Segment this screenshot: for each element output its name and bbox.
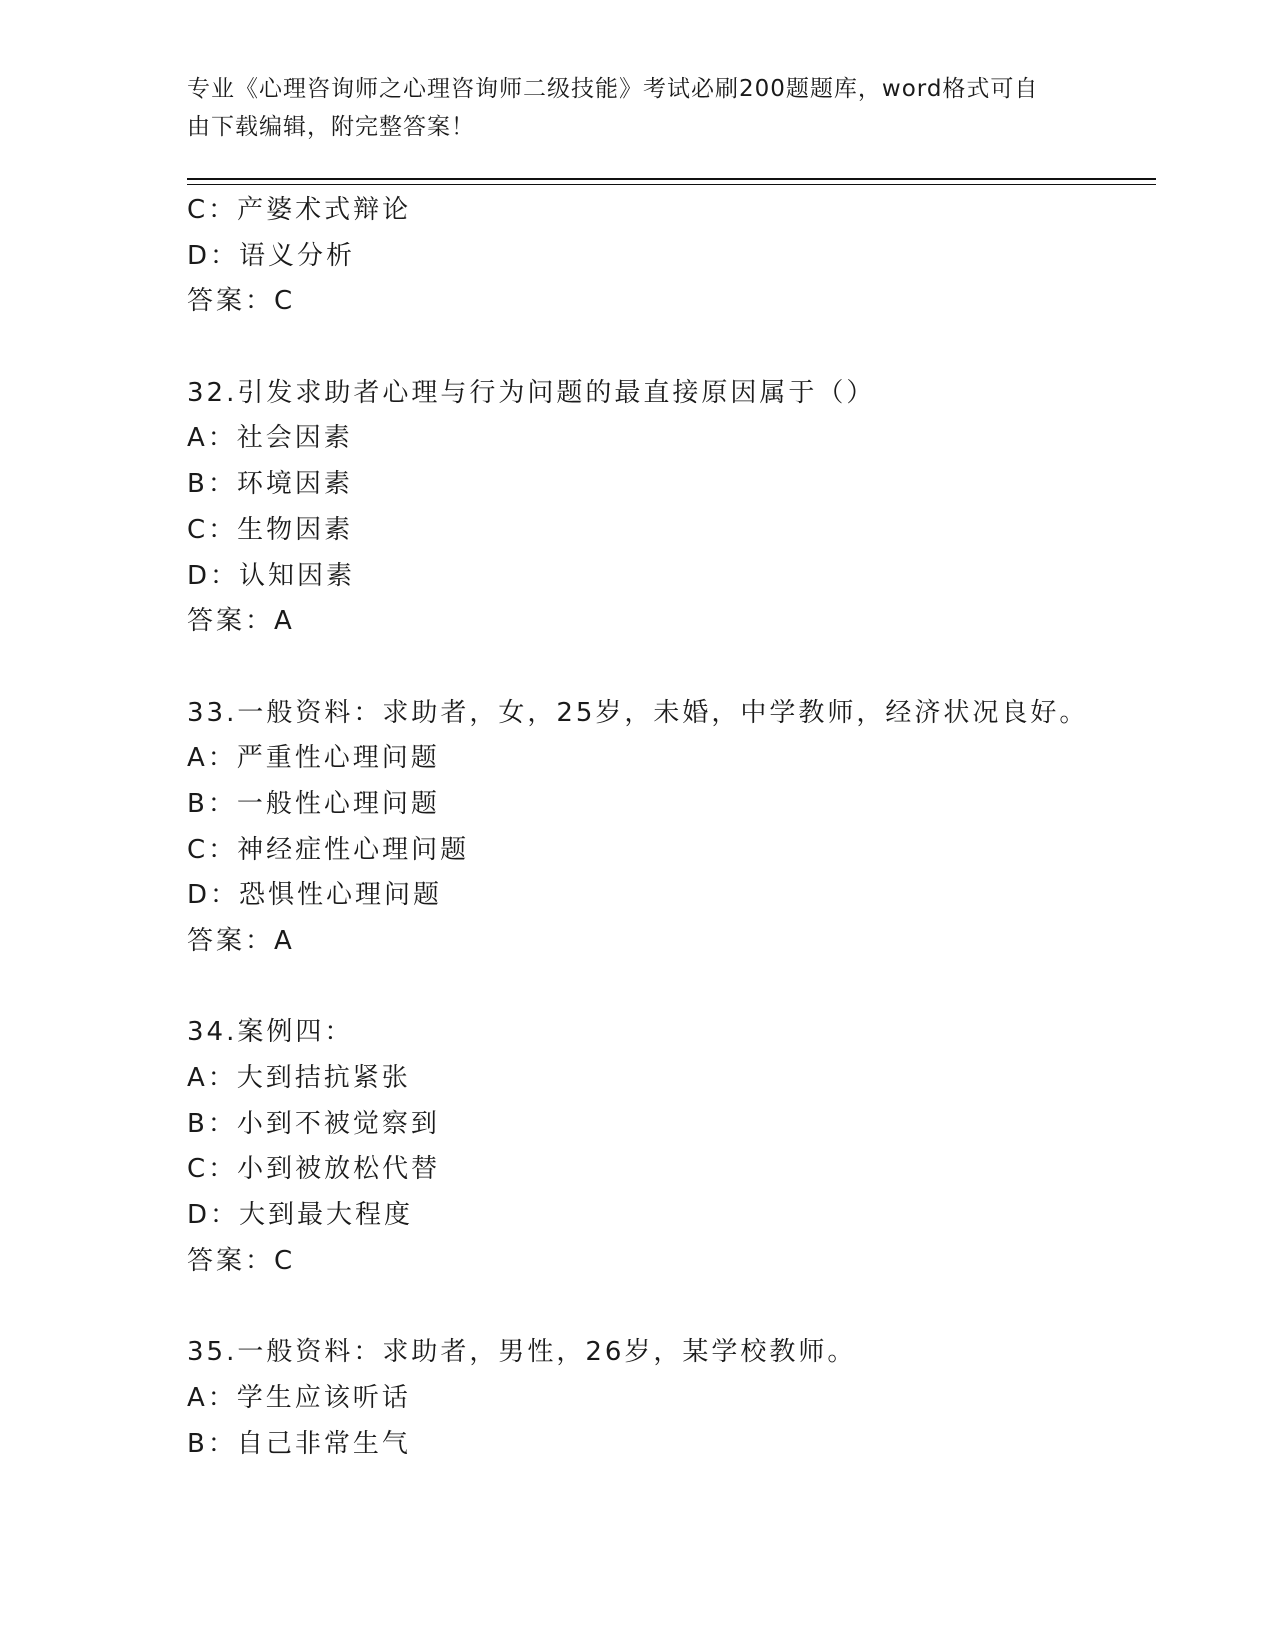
option-a: A：学生应该听话 bbox=[187, 1382, 411, 1413]
header-line-2: 由下载编辑，附完整答案！ bbox=[187, 114, 475, 140]
spacer bbox=[187, 1285, 1156, 1331]
spacer bbox=[187, 325, 1156, 371]
spacer bbox=[187, 965, 1156, 1011]
option-d: D：恐惧性心理问题 bbox=[187, 880, 443, 911]
option-c: C：生物因素 bbox=[187, 514, 354, 545]
question-35: 35.一般资料：求助者，男性，26岁，某学校教师。 bbox=[187, 1337, 857, 1368]
question-32: 32.引发求助者心理与行为问题的最直接原因属于（） bbox=[187, 377, 876, 408]
question-33: 33.一般资料：求助者，女，25岁，未婚，中学教师，经济状况良好。 bbox=[187, 697, 1089, 728]
answer-line: 答案：A bbox=[187, 926, 295, 956]
option-d: D：大到最大程度 bbox=[187, 1200, 414, 1231]
option-a: A：社会因素 bbox=[187, 423, 353, 454]
answer-line: 答案：A bbox=[187, 606, 295, 637]
header-divider-thin bbox=[187, 184, 1156, 185]
option-c: C：产婆术式辩论 bbox=[187, 195, 412, 225]
header-divider-thick bbox=[187, 178, 1156, 180]
question-list bbox=[187, 188, 1156, 1467]
answer-line: 答案：C bbox=[187, 1245, 296, 1276]
option-c: C：小到被放松代替 bbox=[187, 1154, 441, 1185]
option-b: B：环境因素 bbox=[187, 469, 353, 500]
document-header bbox=[187, 70, 1067, 146]
header-line-1: 专业《心理咨询师之心理咨询师二级技能》考试必刷200题题库，word格式可自 bbox=[187, 76, 1039, 102]
option-a: A：大到拮抗紧张 bbox=[187, 1063, 411, 1094]
question-34: 34.案例四： bbox=[187, 1017, 354, 1048]
option-b: B：小到不被觉察到 bbox=[187, 1108, 440, 1139]
answer-line: 答案：C bbox=[187, 286, 296, 317]
option-b: B：一般性心理问题 bbox=[187, 788, 440, 819]
option-d: D：语义分析 bbox=[187, 240, 356, 271]
option-c: C：神经症性心理问题 bbox=[187, 834, 470, 865]
option-d: D：认知因素 bbox=[187, 560, 356, 591]
option-b: B：自己非常生气 bbox=[187, 1428, 411, 1459]
spacer bbox=[187, 645, 1156, 691]
option-a: A：严重性心理问题 bbox=[187, 743, 440, 774]
